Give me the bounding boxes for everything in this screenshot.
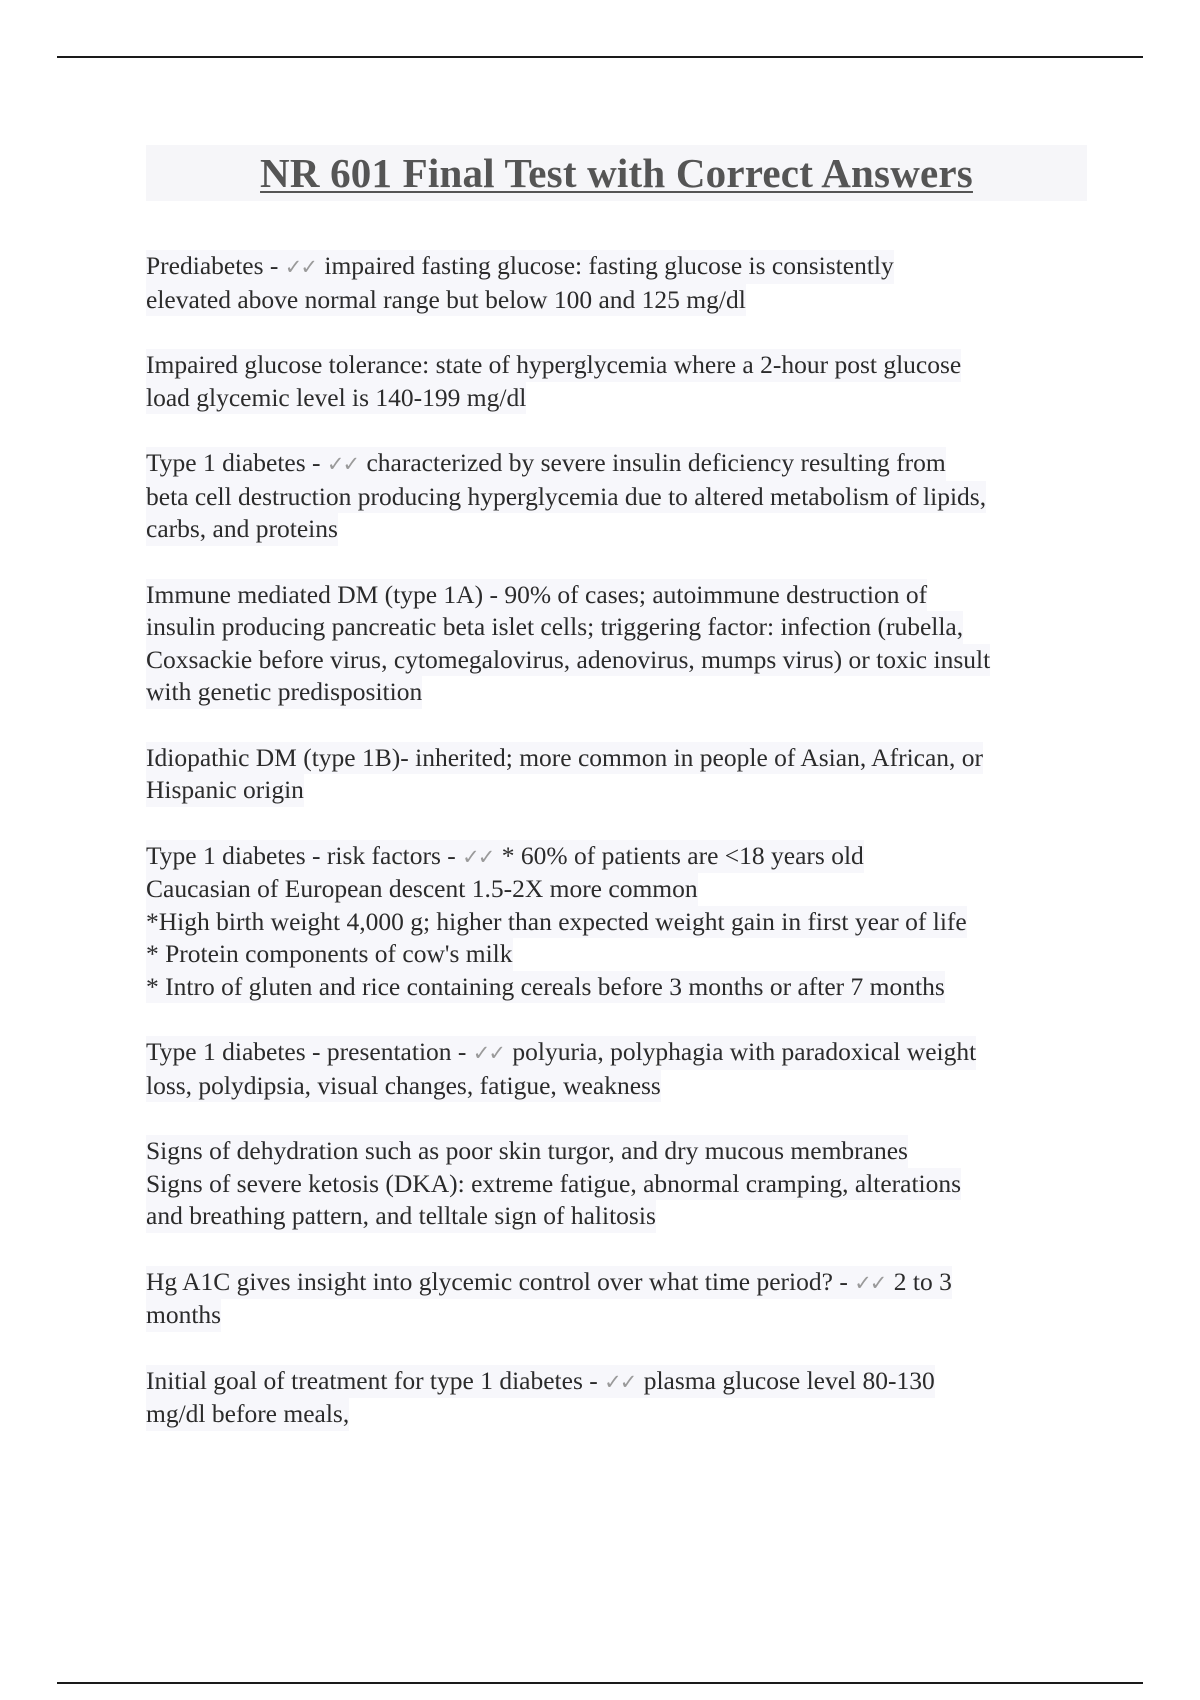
line: Coxsackie before virus, cytomegalovirus, adenovirus, mumps virus) or toxic insult [146,644,990,677]
answer-text: impaired fasting glucose: fasting glucose is consistently [317,251,894,280]
question-text: Initial goal of treatment for type 1 diabetes - [146,1365,605,1395]
question-text: Type 1 diabetes - [146,448,327,477]
question-text: Prediabetes - [146,251,285,280]
line: * Protein components of cow's milk [146,938,513,971]
qa-prediabetes [146,250,1091,316]
qa-type1-risk-factors [146,840,1091,1004]
bottom-rule [57,1682,1143,1684]
double-check-icon: ✓✓ [854,1270,886,1295]
qa-immune-mediated-dm [146,579,1091,709]
answer-text: plasma glucose level 80-130 [637,1365,935,1395]
double-check-icon: ✓✓ [326,452,359,476]
line: with genetic predisposition [146,676,422,709]
line: mg/dl before meals, [146,1398,349,1431]
line: Signs of severe ketosis (DKA): extreme fatigue, abnormal cramping, alterations [146,1168,961,1201]
qa-initial-treatment-goal [146,1365,1091,1431]
qa-dehydration-ketosis [146,1135,1091,1233]
answer-text: 2 to 3 [887,1266,952,1296]
line [146,840,864,874]
title-band [146,145,1087,201]
top-rule [57,56,1143,58]
line: and breathing pattern, and telltale sign of halitosis [146,1200,656,1233]
line: * Intro of gluten and rice containing cereals before 3 months or after 7 months [146,971,945,1004]
line: carbs, and proteins [146,513,338,546]
qa-type1-presentation [146,1036,1091,1102]
question-text: Type 1 diabetes - presentation - [146,1037,473,1066]
line: load glycemic level is 140-199 mg/dl [146,382,526,415]
line: Idiopathic DM (type 1B)- inherited; more common in people of Asian, African, or [146,742,983,775]
qa-hga1c [146,1266,1091,1332]
qa-idiopathic-dm [146,742,1091,807]
qa-impaired-glucose-tolerance [146,349,1091,414]
line: loss, polydipsia, visual changes, fatigue, weakness [146,1070,661,1103]
double-check-icon: ✓✓ [472,1041,504,1065]
line: Immune mediated DM (type 1A) - 90% of cases; autoimmune destruction of [146,579,927,612]
double-check-icon: ✓✓ [462,844,494,869]
line: Signs of dehydration such as poor skin turgor, and dry mucous membranes [146,1135,908,1168]
answer-text: * 60% of patients are <18 years old [495,840,864,870]
line [146,1365,935,1399]
double-check-icon: ✓✓ [284,255,316,279]
question-text: Hg A1C gives insight into glycemic control over what time period? - [146,1266,855,1296]
line: beta cell destruction producing hyperglycemia due to altered metabolism of lipids, [146,481,986,514]
line: *High birth weight 4,000 g; higher than expected weight gain in first year of life [146,906,967,939]
answer-text: characterized by severe insulin deficiency resulting from [360,448,946,477]
qa-type1-diabetes [146,447,1091,546]
line [146,447,946,481]
line: Caucasian of European descent 1.5-2X more common [146,873,698,906]
line: insulin producing pancreatic beta islet cells; triggering factor: infection (rubella, [146,611,963,644]
answer-text: polyuria, polyphagia with paradoxical weight [505,1037,977,1066]
line [146,1266,952,1300]
line: months [146,1299,221,1332]
line [146,250,894,284]
line: Impaired glucose tolerance: state of hyperglycemia where a 2-hour post glucose [146,349,961,382]
line: Hispanic origin [146,774,304,807]
line: elevated above normal range but below 100 and 125 mg/dl [146,284,746,317]
line [146,1036,976,1070]
document-title: NR 601 Final Test with Correct Answers [260,150,973,196]
question-text: Type 1 diabetes - risk factors - [146,840,463,870]
document-body [146,250,1091,1464]
double-check-icon: ✓✓ [604,1369,636,1394]
